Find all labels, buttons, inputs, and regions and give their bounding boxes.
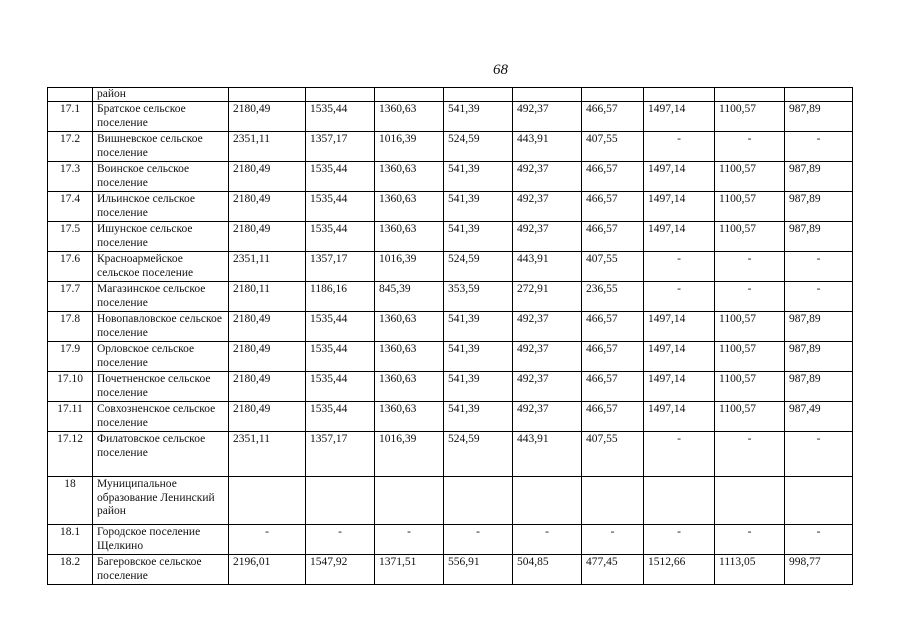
settlement-name-cell: Почетненское сельское поселение [93,372,229,402]
value-cell: 998,77 [785,555,853,585]
value-cell [715,88,785,102]
value-cell: 987,89 [785,162,853,192]
settlement-name-cell: Вишневское сельское поселение [93,132,229,162]
value-cell: 443,91 [513,132,582,162]
value-cell: 492,37 [513,402,582,432]
value-cell: - [229,525,306,555]
value-cell [785,477,853,525]
value-cell: 272,91 [513,282,582,312]
value-cell: 236,55 [582,282,644,312]
value-cell: 1497,14 [644,342,715,372]
value-cell: 541,39 [444,312,513,342]
row-number-cell: 17.12 [48,432,93,477]
row-number-cell: 17.8 [48,312,93,342]
settlement-name-cell: Ишунское сельское поселение [93,222,229,252]
value-cell: 1016,39 [375,252,444,282]
row-number-cell: 17.2 [48,132,93,162]
table-row [48,102,853,132]
value-cell: 556,91 [444,555,513,585]
table-row [48,162,853,192]
tariff-table [47,87,853,585]
value-cell: 2180,49 [229,342,306,372]
value-cell: 1113,05 [715,555,785,585]
value-cell: 2351,11 [229,432,306,477]
value-cell: 1357,17 [306,132,375,162]
row-number-cell: 18.2 [48,555,93,585]
value-cell: 1357,17 [306,432,375,477]
value-cell: 1360,63 [375,192,444,222]
value-cell: 466,57 [582,162,644,192]
value-cell: 2180,49 [229,222,306,252]
value-cell: - [644,132,715,162]
value-cell: 1497,14 [644,102,715,132]
value-cell [785,88,853,102]
value-cell: 1360,63 [375,312,444,342]
value-cell: 1535,44 [306,192,375,222]
table-row [48,342,853,372]
value-cell: 1360,63 [375,372,444,402]
value-cell: 1360,63 [375,222,444,252]
settlement-name-cell: Красноармейское сельское поселение [93,252,229,282]
row-number-cell: 17.11 [48,402,93,432]
value-cell: 987,49 [785,402,853,432]
value-cell: 1497,14 [644,312,715,342]
settlement-name-cell: Совхозненское сельское поселение [93,402,229,432]
table-row [48,192,853,222]
table-row [48,222,853,252]
value-cell: 987,89 [785,192,853,222]
value-cell: 407,55 [582,432,644,477]
value-cell: - [644,282,715,312]
value-cell: 1497,14 [644,192,715,222]
row-number-cell: 18.1 [48,525,93,555]
value-cell: 492,37 [513,312,582,342]
settlement-name-cell: Муниципальное образование Ленинский район [93,477,229,525]
value-cell: 492,37 [513,162,582,192]
table-row [48,525,853,555]
settlement-name-cell: Магазинское сельское поселение [93,282,229,312]
value-cell: 987,89 [785,312,853,342]
value-cell: 541,39 [444,162,513,192]
value-cell: 1100,57 [715,222,785,252]
row-number-cell: 17.10 [48,372,93,402]
value-cell: 541,39 [444,342,513,372]
value-cell: 524,59 [444,432,513,477]
value-cell: 524,59 [444,132,513,162]
value-cell: 1360,63 [375,162,444,192]
settlement-name-cell: район [93,88,229,102]
value-cell: 1535,44 [306,342,375,372]
value-cell: 987,89 [785,102,853,132]
value-cell: 466,57 [582,102,644,132]
row-number-cell: 17.7 [48,282,93,312]
value-cell: 541,39 [444,192,513,222]
settlement-name-cell: Воинское сельское поселение [93,162,229,192]
value-cell: - [785,252,853,282]
value-cell: - [644,252,715,282]
value-cell: 987,89 [785,372,853,402]
value-cell: 541,39 [444,372,513,402]
value-cell: 1360,63 [375,342,444,372]
value-cell: 353,59 [444,282,513,312]
settlement-name-cell: Орловское сельское поселение [93,342,229,372]
settlement-name-cell: Городское поселение Щелкино [93,525,229,555]
value-cell: 541,39 [444,102,513,132]
value-cell: 1357,17 [306,252,375,282]
value-cell: 2180,49 [229,312,306,342]
value-cell [306,88,375,102]
value-cell: 504,85 [513,555,582,585]
value-cell: 1016,39 [375,432,444,477]
value-cell: - [513,525,582,555]
value-cell: 1497,14 [644,402,715,432]
value-cell: - [375,525,444,555]
value-cell [513,88,582,102]
value-cell [582,477,644,525]
value-cell: 466,57 [582,372,644,402]
value-cell: 466,57 [582,342,644,372]
value-cell [582,88,644,102]
value-cell: 2351,11 [229,252,306,282]
value-cell: 2196,01 [229,555,306,585]
value-cell: 492,37 [513,192,582,222]
value-cell [644,477,715,525]
value-cell: 541,39 [444,222,513,252]
value-cell: 1100,57 [715,372,785,402]
value-cell [375,477,444,525]
table-row [48,88,853,102]
value-cell: 1535,44 [306,312,375,342]
value-cell: 477,45 [582,555,644,585]
table-row [48,402,853,432]
value-cell: - [715,282,785,312]
settlement-name-cell: Багеровское сельское поселение [93,555,229,585]
value-cell: 1100,57 [715,402,785,432]
value-cell: 1497,14 [644,372,715,402]
value-cell: 2180,49 [229,192,306,222]
table-row [48,252,853,282]
value-cell: 466,57 [582,222,644,252]
table-row [48,312,853,342]
value-cell: 1535,44 [306,102,375,132]
page-number: 68 [493,62,508,78]
value-cell: 1535,44 [306,402,375,432]
value-cell: 987,89 [785,222,853,252]
value-cell: 1535,44 [306,162,375,192]
value-cell: - [644,525,715,555]
value-cell: 443,91 [513,432,582,477]
value-cell: - [715,432,785,477]
value-cell: 2180,49 [229,372,306,402]
value-cell: - [785,132,853,162]
row-number-cell: 17.5 [48,222,93,252]
value-cell: 987,89 [785,342,853,372]
table-row [48,372,853,402]
table-row [48,477,853,525]
value-cell: - [715,525,785,555]
value-cell: 1016,39 [375,132,444,162]
value-cell: - [785,282,853,312]
value-cell [229,88,306,102]
value-cell: 492,37 [513,372,582,402]
row-number-cell: 17.9 [48,342,93,372]
settlement-name-cell: Новопавловское сельское поселение [93,312,229,342]
settlement-name-cell: Братское сельское поселение [93,102,229,132]
value-cell [444,477,513,525]
value-cell [306,477,375,525]
value-cell [375,88,444,102]
value-cell: 1100,57 [715,102,785,132]
value-cell: - [785,432,853,477]
value-cell: 541,39 [444,402,513,432]
value-cell: 524,59 [444,252,513,282]
table-row [48,555,853,585]
row-number-cell: 17.1 [48,102,93,132]
settlement-name-cell: Филатовское сельское поселение [93,432,229,477]
value-cell: 1360,63 [375,102,444,132]
row-number-cell [48,88,93,102]
value-cell: 443,91 [513,252,582,282]
table-row [48,282,853,312]
value-cell: 466,57 [582,312,644,342]
value-cell: 2180,11 [229,282,306,312]
value-cell: 1371,51 [375,555,444,585]
value-cell: 466,57 [582,192,644,222]
row-number-cell: 17.3 [48,162,93,192]
value-cell: 407,55 [582,252,644,282]
value-cell: 407,55 [582,132,644,162]
value-cell: 1497,14 [644,162,715,192]
value-cell: 2180,49 [229,102,306,132]
value-cell [229,477,306,525]
value-cell: 2180,49 [229,162,306,192]
value-cell: - [715,252,785,282]
value-cell: 492,37 [513,222,582,252]
value-cell: - [644,432,715,477]
value-cell: 492,37 [513,342,582,372]
value-cell [513,477,582,525]
value-cell: - [306,525,375,555]
value-cell: 1100,57 [715,192,785,222]
value-cell: 1100,57 [715,312,785,342]
value-cell [444,88,513,102]
value-cell: - [582,525,644,555]
value-cell: 492,37 [513,102,582,132]
value-cell: 1360,63 [375,402,444,432]
value-cell: 1512,66 [644,555,715,585]
table-row [48,432,853,477]
value-cell: 1547,92 [306,555,375,585]
row-number-cell: 18 [48,477,93,525]
value-cell: 1497,14 [644,222,715,252]
value-cell: - [785,525,853,555]
value-cell [644,88,715,102]
value-cell: 2180,49 [229,402,306,432]
value-cell: - [715,132,785,162]
value-cell: 845,39 [375,282,444,312]
table-row [48,132,853,162]
row-number-cell: 17.4 [48,192,93,222]
settlement-name-cell: Ильинское сельское поселение [93,192,229,222]
value-cell: 1535,44 [306,372,375,402]
value-cell: 1100,57 [715,162,785,192]
value-cell: - [444,525,513,555]
value-cell: 1100,57 [715,342,785,372]
row-number-cell: 17.6 [48,252,93,282]
value-cell: 2351,11 [229,132,306,162]
value-cell [715,477,785,525]
value-cell: 466,57 [582,402,644,432]
value-cell: 1535,44 [306,222,375,252]
value-cell: 1186,16 [306,282,375,312]
